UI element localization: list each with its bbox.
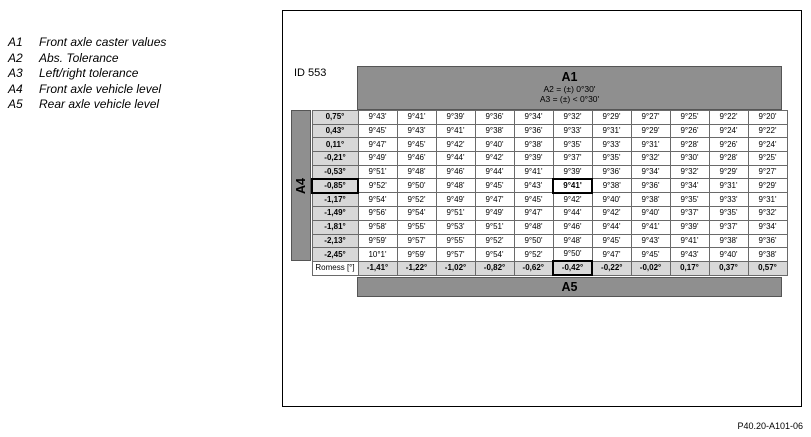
caster-value-cell: 9°45' <box>397 138 436 152</box>
caster-value-cell: 9°41' <box>631 220 670 234</box>
caster-value-cell: 9°34' <box>514 111 553 125</box>
caster-value-cell: 9°25' <box>748 152 787 166</box>
caster-value-cell: 9°46' <box>436 165 475 179</box>
caster-value-cell: 9°59' <box>397 248 436 262</box>
table-row <box>312 124 787 138</box>
table-row <box>312 165 787 179</box>
caster-value-cell: 9°35' <box>553 138 592 152</box>
caster-value-cell: 9°22' <box>748 124 787 138</box>
a4-level-cell: -2,45° <box>312 248 358 262</box>
caster-value-cell: 9°50' <box>397 179 436 193</box>
caster-value-cell: 9°36' <box>592 165 631 179</box>
caster-value-cell: 9°48' <box>436 179 475 193</box>
reference-code: P40.20-A101-06 <box>737 421 803 431</box>
caster-value-cell: 9°44' <box>475 165 514 179</box>
table-row <box>312 111 787 125</box>
caster-value-cell: 9°26' <box>670 124 709 138</box>
caster-value-cell: 9°40' <box>475 138 514 152</box>
legend-key: A3 <box>8 66 23 80</box>
caster-value-cell: 9°57' <box>436 248 475 262</box>
caster-value-cell: 9°47' <box>475 193 514 207</box>
caster-value-cell: 9°49' <box>436 193 475 207</box>
caster-value-cell: 9°40' <box>709 248 748 262</box>
caster-value-cell: 9°45' <box>475 179 514 193</box>
legend <box>8 35 166 113</box>
caster-value-cell: 9°41' <box>514 165 553 179</box>
caster-value-cell: 9°35' <box>670 193 709 207</box>
caster-value-cell: 9°41' <box>670 234 709 248</box>
caster-value-cell: 9°41' <box>397 111 436 125</box>
table-row <box>312 138 787 152</box>
caster-value-cell: 9°36' <box>631 179 670 193</box>
caster-value-cell: 9°26' <box>709 138 748 152</box>
caster-value-cell: 9°31' <box>748 193 787 207</box>
caster-value-cell: 9°43' <box>397 124 436 138</box>
caster-value-cell: 9°45' <box>514 193 553 207</box>
caster-value-cell: 9°34' <box>631 165 670 179</box>
caster-value-cell: 9°32' <box>670 165 709 179</box>
legend-text: Left/right tolerance <box>39 66 139 80</box>
caster-value-cell: 9°43' <box>631 234 670 248</box>
caster-value-cell: 9°47' <box>358 138 397 152</box>
caster-value-cell: 9°29' <box>748 179 787 193</box>
caster-value-cell: 9°38' <box>748 248 787 262</box>
caster-value-cell: 9°49' <box>358 152 397 166</box>
caster-value-cell: 9°57' <box>397 234 436 248</box>
caster-value-cell: 9°46' <box>553 220 592 234</box>
caster-value-cell: 9°48' <box>553 234 592 248</box>
caster-value-cell: 9°52' <box>397 193 436 207</box>
a4-level-cell: -0,21° <box>312 152 358 166</box>
caster-value-cell: 9°47' <box>514 207 553 221</box>
caster-value-cell: 9°40' <box>631 207 670 221</box>
caster-value-cell: 9°43' <box>358 111 397 125</box>
caster-value-cell: 9°37' <box>670 207 709 221</box>
a5-level-cell: -1,22° <box>397 261 436 275</box>
a5-level-cell: -0,62° <box>514 261 553 275</box>
caster-value-cell: 9°34' <box>670 179 709 193</box>
legend-row <box>8 35 166 51</box>
a1-header <box>357 66 782 110</box>
caster-value-cell: 9°58' <box>358 220 397 234</box>
caster-value-cell: 9°30' <box>670 152 709 166</box>
caster-value-cell: 9°52' <box>475 234 514 248</box>
a5-level-cell: -0,22° <box>592 261 631 275</box>
caster-value-cell: 9°39' <box>436 111 475 125</box>
caster-value-cell: 9°38' <box>514 138 553 152</box>
a4-level-cell: 0,11° <box>312 138 358 152</box>
legend-text: Front axle vehicle level <box>39 81 162 96</box>
caster-value-cell: 9°55' <box>397 220 436 234</box>
legend-key: A2 <box>8 50 23 65</box>
legend-row <box>8 51 166 67</box>
caster-value-cell: 9°45' <box>592 234 631 248</box>
caster-value-cell: 9°41' <box>436 124 475 138</box>
caster-value-cell: 9°31' <box>709 179 748 193</box>
caster-value-cell: 9°43' <box>670 248 709 262</box>
caster-value-cell: 9°28' <box>670 138 709 152</box>
caster-value-cell: 9°41' <box>553 179 592 193</box>
caster-value-cell: 9°39' <box>670 220 709 234</box>
caster-value-cell: 9°20' <box>748 111 787 125</box>
caster-value-cell: 9°54' <box>397 207 436 221</box>
a5-level-cell: -1,41° <box>358 261 397 275</box>
a5-level-cell: -0,02° <box>631 261 670 275</box>
caster-value-cell: 9°45' <box>631 248 670 262</box>
caster-value-cell: 9°34' <box>748 220 787 234</box>
caster-value-cell: 9°33' <box>709 193 748 207</box>
caster-value-cell: 9°42' <box>436 138 475 152</box>
romess-label: Romess [°] <box>312 261 358 275</box>
caster-value-cell: 9°45' <box>358 124 397 138</box>
a4-level-cell: -2,13° <box>312 234 358 248</box>
legend-key: A5 <box>8 97 23 111</box>
a4-level-cell: -1,17° <box>312 193 358 207</box>
caster-value-cell: 9°56' <box>358 207 397 221</box>
legend-text: Abs. Tolerance <box>39 50 119 65</box>
caster-value-cell: 9°44' <box>436 152 475 166</box>
caster-value-cell: 9°54' <box>475 248 514 262</box>
caster-value-cell: 9°29' <box>709 165 748 179</box>
caster-value-cell: 9°43' <box>514 179 553 193</box>
a5-level-cell: -0,42° <box>553 261 592 275</box>
caster-value-cell: 9°37' <box>709 220 748 234</box>
table-row <box>312 152 787 166</box>
caster-value-cell: 9°42' <box>475 152 514 166</box>
table-row <box>312 234 787 248</box>
caster-value-cell: 9°38' <box>592 179 631 193</box>
caster-value-cell: 9°32' <box>748 207 787 221</box>
caster-value-cell: 9°25' <box>670 111 709 125</box>
caster-value-cell: 10°1' <box>358 248 397 262</box>
a4-level-cell: 0,43° <box>312 124 358 138</box>
caster-value-cell: 9°28' <box>709 152 748 166</box>
a4-level-cell: -1,81° <box>312 220 358 234</box>
a5-level-cell: 0,17° <box>670 261 709 275</box>
a5-bar: A5 <box>357 277 782 297</box>
a4-bar <box>291 110 311 261</box>
caster-value-cell: 9°49' <box>475 207 514 221</box>
caster-value-cell: 9°32' <box>553 111 592 125</box>
caster-value-cell: 9°52' <box>514 248 553 262</box>
legend-row <box>8 82 166 98</box>
caster-value-cell: 9°29' <box>592 111 631 125</box>
caster-value-cell: 9°39' <box>553 165 592 179</box>
caster-value-cell: 9°36' <box>748 234 787 248</box>
caster-value-cell: 9°24' <box>748 138 787 152</box>
legend-text: Front axle caster values <box>39 35 167 49</box>
caster-value-cell: 9°47' <box>592 248 631 262</box>
caster-value-cell: 9°39' <box>514 152 553 166</box>
caster-value-cell: 9°50' <box>553 248 592 262</box>
table-row <box>312 193 787 207</box>
caster-value-cell: 9°33' <box>553 124 592 138</box>
a5-level-cell: -1,02° <box>436 261 475 275</box>
caster-value-cell: 9°35' <box>709 207 748 221</box>
caster-value-cell: 9°44' <box>592 220 631 234</box>
caster-value-cell: 9°27' <box>631 111 670 125</box>
caster-value-cell: 9°48' <box>397 165 436 179</box>
caster-value-cell: 9°51' <box>436 207 475 221</box>
caster-value-cell: 9°42' <box>592 207 631 221</box>
table-row <box>312 207 787 221</box>
table-row <box>312 248 787 262</box>
a5-level-cell: 0,57° <box>748 261 787 275</box>
caster-value-cell: 9°36' <box>514 124 553 138</box>
caster-value-cell: 9°32' <box>631 152 670 166</box>
a2-tolerance: A2 = (±) 0°30' <box>543 84 596 94</box>
caster-value-cell: 9°51' <box>475 220 514 234</box>
a5-level-cell: 0,37° <box>709 261 748 275</box>
caster-value-cell: 9°55' <box>436 234 475 248</box>
a4-level-cell: -0,85° <box>312 179 358 193</box>
caster-value-cell: 9°22' <box>709 111 748 125</box>
a3-tolerance: A3 = (±) < 0°30' <box>539 94 600 104</box>
legend-row <box>8 66 166 82</box>
caster-value-cell: 9°37' <box>553 152 592 166</box>
caster-value-cell: 9°46' <box>397 152 436 166</box>
a4-level-cell: -0,53° <box>312 165 358 179</box>
caster-value-cell: 9°29' <box>631 124 670 138</box>
caster-value-cell: 9°31' <box>592 124 631 138</box>
legend-key: A4 <box>8 81 23 96</box>
a4-level-cell: -1,49° <box>312 207 358 221</box>
legend-key: A1 <box>8 35 23 49</box>
table-row <box>312 179 787 193</box>
caster-value-cell: 9°24' <box>709 124 748 138</box>
caster-value-cell: 9°50' <box>514 234 553 248</box>
a1-title: A1 <box>561 70 578 84</box>
caster-value-cell: 9°31' <box>631 138 670 152</box>
a4-label: A4 <box>294 177 308 194</box>
id-label: ID 553 <box>294 67 327 79</box>
caster-value-cell: 9°33' <box>592 138 631 152</box>
a4-level-cell: 0,75° <box>312 111 358 125</box>
legend-text: Rear axle vehicle level <box>39 97 160 111</box>
caster-value-cell: 9°27' <box>748 165 787 179</box>
caster-table <box>311 110 788 276</box>
table-row <box>312 220 787 234</box>
caster-value-cell: 9°36' <box>475 111 514 125</box>
a5-level-cell: -0,82° <box>475 261 514 275</box>
caster-value-cell: 9°54' <box>358 193 397 207</box>
caster-value-cell: 9°52' <box>358 179 397 193</box>
caster-value-cell: 9°51' <box>358 165 397 179</box>
caster-value-cell: 9°35' <box>592 152 631 166</box>
caster-value-cell: 9°42' <box>553 193 592 207</box>
caster-value-cell: 9°53' <box>436 220 475 234</box>
caster-value-cell: 9°40' <box>592 193 631 207</box>
caster-value-cell: 9°38' <box>631 193 670 207</box>
caster-value-cell: 9°38' <box>709 234 748 248</box>
caster-value-cell: 9°38' <box>475 124 514 138</box>
legend-row <box>8 97 166 113</box>
caster-value-cell: 9°44' <box>553 207 592 221</box>
footer-row <box>312 261 787 275</box>
caster-value-cell: 9°48' <box>514 220 553 234</box>
caster-value-cell: 9°59' <box>358 234 397 248</box>
